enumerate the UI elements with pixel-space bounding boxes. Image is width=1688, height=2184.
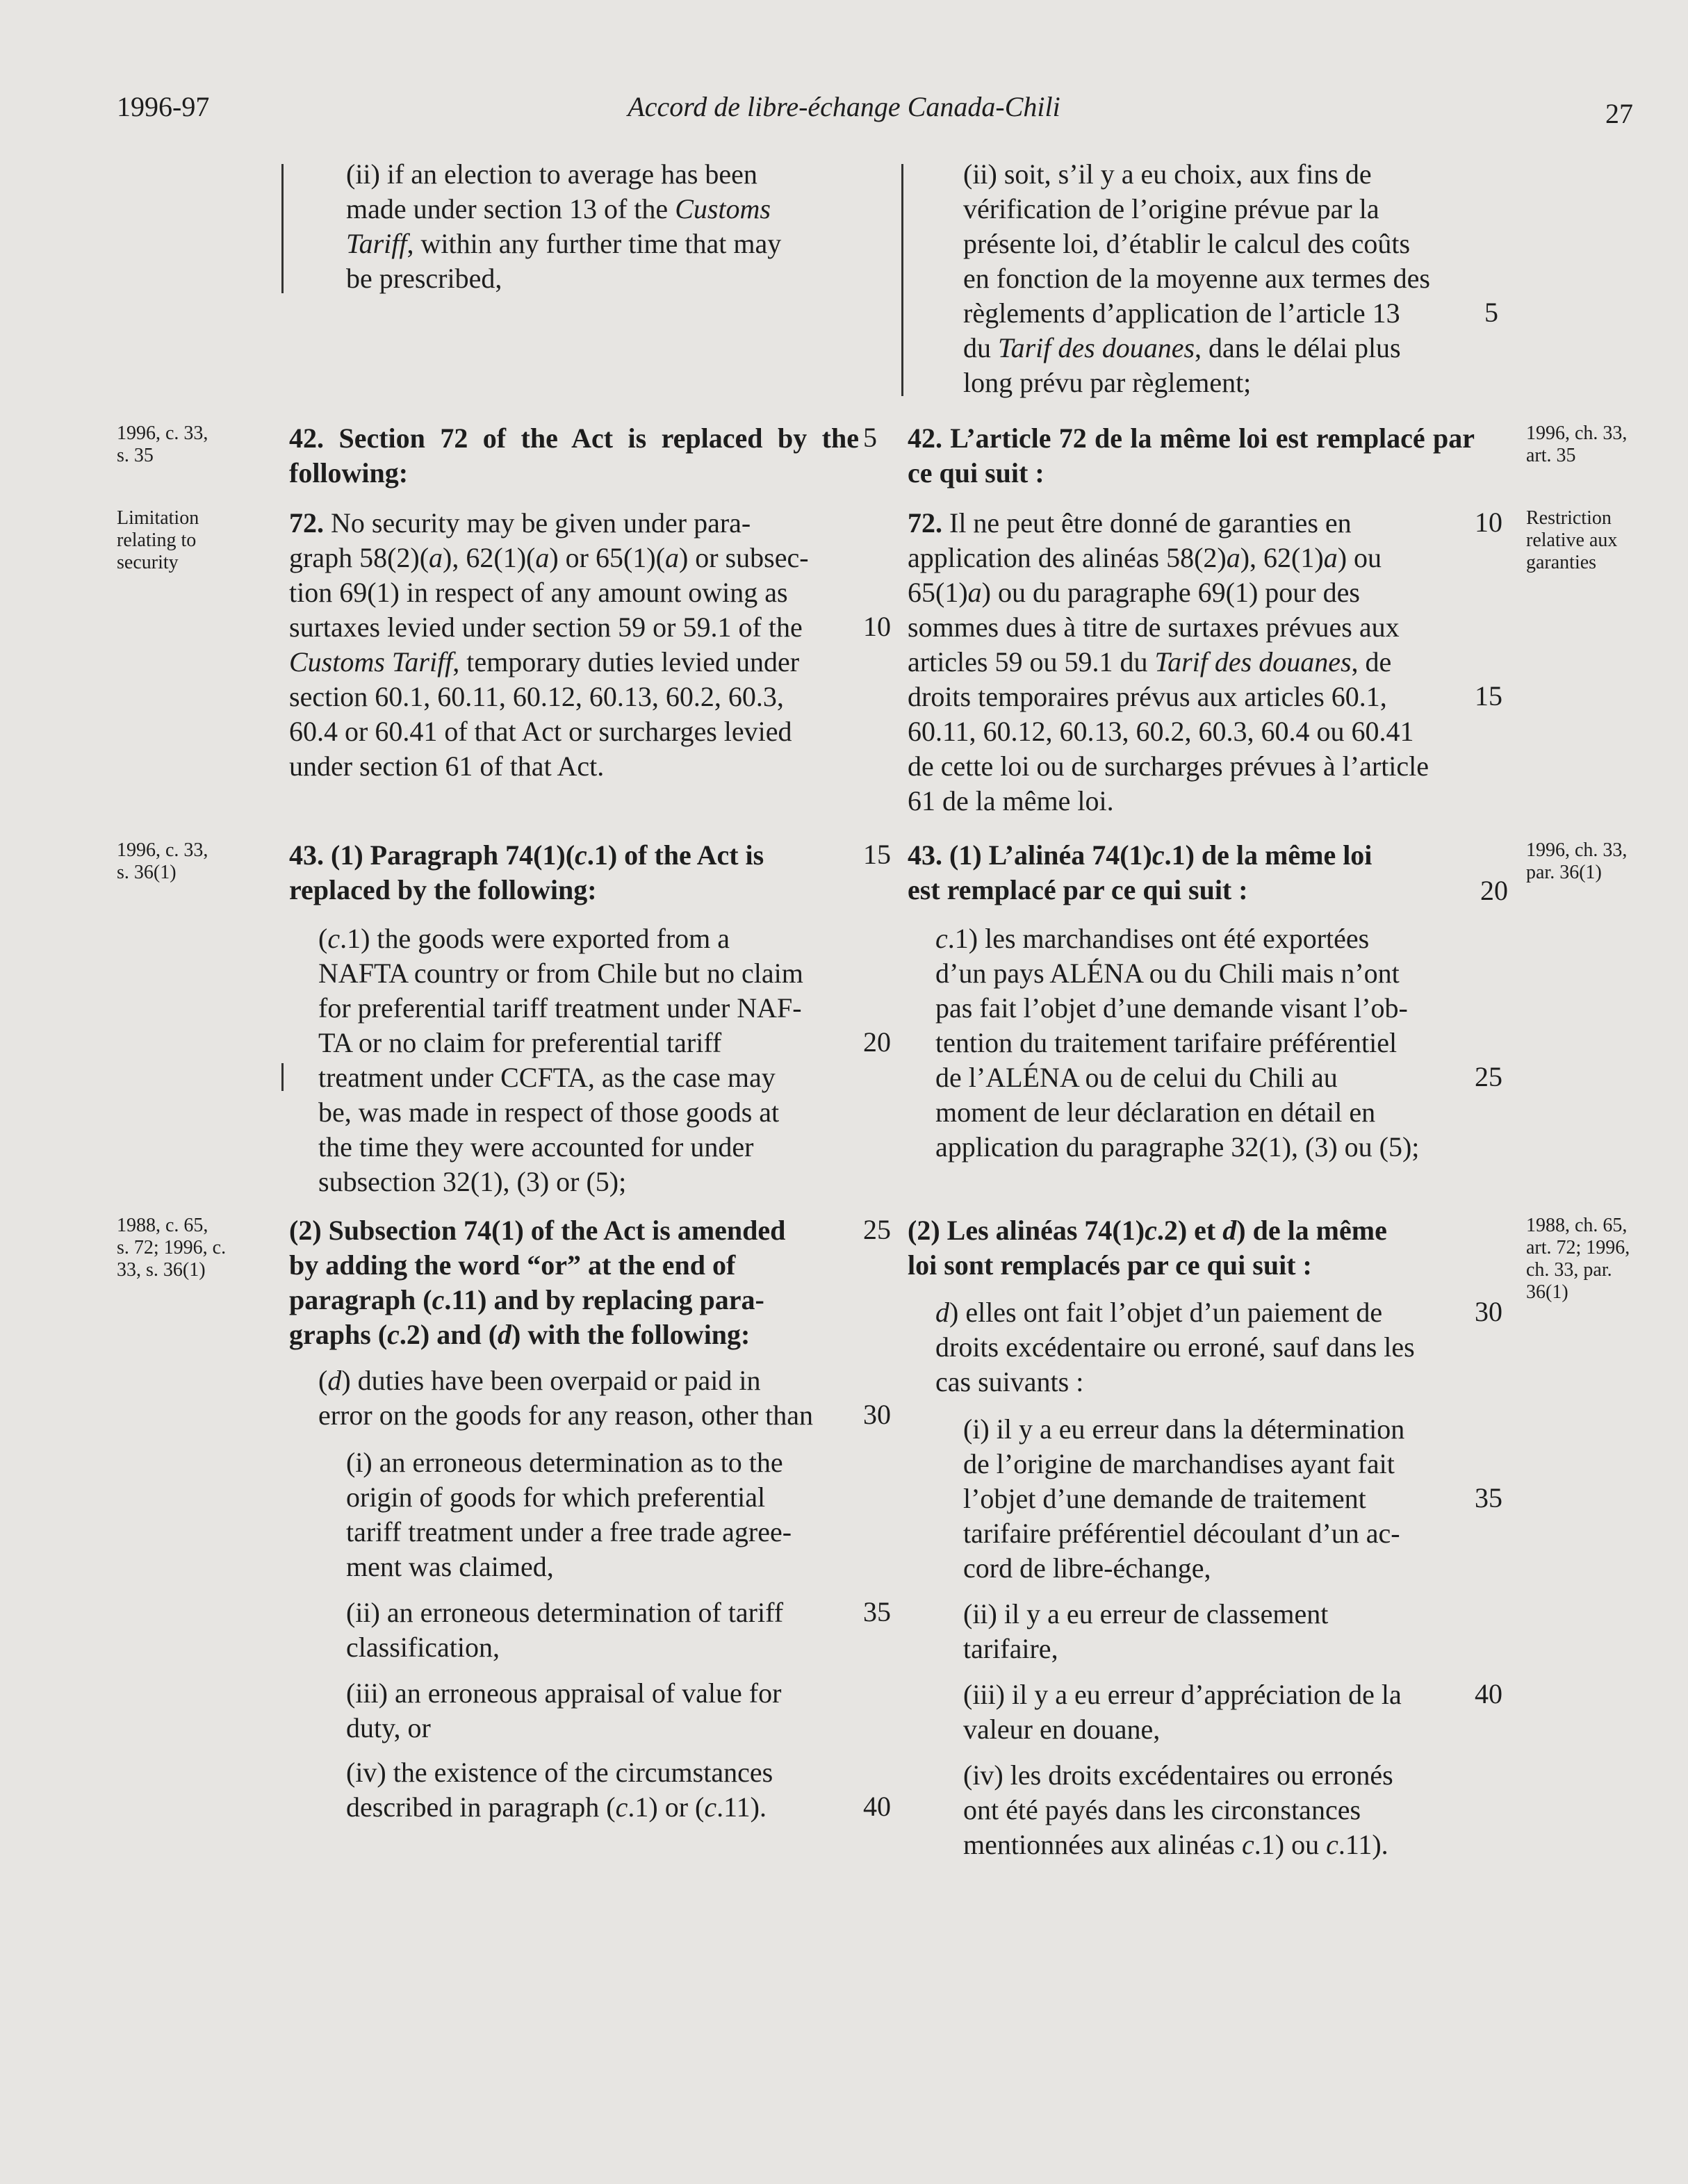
en-line-number-40: 40: [863, 1791, 891, 1822]
page-number: 27: [1605, 98, 1633, 129]
en-line-number-5: 5: [863, 422, 877, 453]
fr-subparagraph-iv: (iv) les droits excédentaires ou erronés ont été payés dans les circonstances mentionnées aux alinéas c.1) ou c.11).: [963, 1759, 1393, 1860]
en-line-number-30: 30: [863, 1399, 891, 1430]
fr-section-43-1-heading: 43. (1) L’alinéa 74(1)c.1) de la même loi est remplacé par ce qui suit :: [908, 839, 1372, 905]
fr-subparagraph-ii-continued: (ii) soit, s’il y a eu choix, aux fins de vérification de l’origine prévue par la présente loi, d’établir le calcul des coûts en fonction de la moyenne aux termes des règlements d’application de l’article 13 du Tarif des douanes, dans le délai plus long prévu par règlement;: [963, 158, 1430, 398]
en-line-number-10: 10: [863, 611, 891, 642]
en-subparagraph-iv: (iv) the existence of the circumstances described in paragraph (c.1) or (c.11).: [346, 1757, 773, 1823]
margin-note-en-1: 1996, c. 33, s. 35: [117, 422, 208, 466]
en-line-number-15: 15: [863, 839, 891, 870]
en-paragraph-c1: (c.1) the goods were exported from a NAFTA country or from Chile but no claim for preferential tariff treatment under NAF- TA or no claim for preferential tariff treatment under CCFTA, as the case may be, was made in respect of those goods at the time they were accounted for under subsection 32(1), (3) or (5);: [318, 923, 803, 1197]
margin-note-en-2: Limitation relating to security: [117, 507, 199, 573]
margin-note-en-3: 1996, c. 33, s. 36(1): [117, 839, 208, 883]
en-line-number-25: 25: [863, 1214, 891, 1245]
margin-note-fr-3: 1996, ch. 33, par. 36(1): [1526, 839, 1628, 883]
fr-line-number-25: 25: [1475, 1061, 1502, 1092]
en-section-43-2-heading: (2) Subsection 74(1) of the Act is amended by adding the word “or” at the end of paragraph (c.11) and by replacing para- graphs (c.2) and (d) with the following:: [289, 1215, 786, 1350]
change-bar-left: [281, 164, 284, 293]
en-subparagraph-i: (i) an erroneous determination as to the origin of goods for which preferential tariff treatment under a free trade agree- ment was claimed,: [346, 1447, 792, 1582]
margin-note-fr-2: Restriction relative aux garanties: [1526, 507, 1618, 573]
margin-note-fr-1: 1996, ch. 33, art. 35: [1526, 422, 1628, 466]
margin-note-en-4: 1988, c. 65, s. 72; 1996, c. 33, s. 36(1): [117, 1215, 227, 1281]
fr-paragraph-d: d) elles ont fait l’objet d’un paiement de droits excédentaire ou erroné, sauf dans les cas suivants :: [935, 1297, 1415, 1397]
change-bar-right: [901, 164, 903, 396]
fr-section-43-2-heading: (2) Les alinéas 74(1)c.2) et d) de la même loi sont remplacés par ce qui suit :: [908, 1215, 1387, 1281]
en-line-number-35: 35: [863, 1596, 891, 1627]
fr-line-number-15: 15: [1475, 680, 1502, 712]
margin-note-fr-4: 1988, ch. 65, art. 72; 1996, ch. 33, par. 36(1): [1526, 1215, 1630, 1303]
en-section-42-heading: 42. Section 72 of the Act is replaced by the following:: [289, 422, 859, 488]
en-paragraph-d: (d) duties have been overpaid or paid in error on the goods for any reason, other than: [318, 1365, 813, 1431]
fr-line-number-40: 40: [1475, 1678, 1502, 1709]
en-subparagraph-iii: (iii) an erroneous appraisal of value for duty, or: [346, 1677, 782, 1743]
fr-section-42-heading: 42. L’article 72 de la même loi est remplacé par ce qui suit :: [908, 422, 1475, 488]
fr-subparagraph-iii: (iii) il y a eu erreur d’appréciation de la valeur en douane,: [963, 1679, 1402, 1745]
header-title: Accord de libre-échange Canada-Chili: [628, 91, 1060, 122]
fr-paragraph-c1: c.1) les marchandises ont été exportées d’un pays ALÉNA ou du Chili mais n’ont pas fait l’objet d’une demande visant l’ob- tention du traitement tarifaire préférentiel de l’ALÉNA ou de celui du Chili au moment de leur déclaration en détail en application du paragraphe 32(1), (3) ou (5);: [935, 923, 1420, 1163]
fr-line-number-10: 10: [1475, 507, 1502, 538]
en-subparagraph-ii: (ii) an erroneous determination of tariff classification,: [346, 1597, 784, 1663]
en-section-72-text: 72. No security may be given under para- graph 58(2)(a), 62(1)(a) or 65(1)(a) or subsec- tion 69(1) in respect of any amount owing as surtaxes levied under section 59 or 59.1 of the Customs Tariff, temporary duties levied under section 60.1, 60.11, 60.12, 60.13, 60.2, 60.3, 60.4 or 60.41 of that Act or surcharges levied under section 61 of that Act.: [289, 507, 809, 782]
en-line-number-20: 20: [863, 1026, 891, 1058]
en-subparagraph-ii-continued: (ii) if an election to average has been made under section 13 of the Customs Tariff, within any further time that may be prescribed,: [346, 158, 782, 294]
fr-section-72-text: 72. Il ne peut être donné de garanties en application des alinéas 58(2)a), 62(1)a) ou 65(1)a) ou du paragraphe 69(1) pour des sommes dues à titre de surtaxes prévues aux articles 59 ou 59.1 du Tarif des douanes, de droits temporaires prévus aux articles 60.1, 60.11, 60.12, 60.13, 60.2, 60.3, 60.4 ou 60.41 de cette loi ou de surcharges prévues à l’article 61 de la même loi.: [908, 507, 1429, 816]
header-year: 1996-97: [117, 91, 210, 122]
fr-subparagraph-ii: (ii) il y a eu erreur de classement tarifaire,: [963, 1598, 1329, 1664]
fr-line-number-20: 20: [1480, 875, 1508, 906]
fr-line-number-35: 35: [1475, 1482, 1502, 1513]
fr-line-number-5: 5: [1484, 297, 1498, 328]
en-section-43-1-heading: 43. (1) Paragraph 74(1)(c.1) of the Act is replaced by the following:: [289, 839, 764, 905]
fr-subparagraph-i: (i) il y a eu erreur dans la détermination de l’origine de marchandises ayant fait l’objet d’une demande de traitement tarifaire préférentiel découlant d’un ac- cord de libre-échange,: [963, 1413, 1405, 1584]
change-bar-left-2: [281, 1063, 284, 1091]
fr-line-number-30: 30: [1475, 1296, 1502, 1327]
